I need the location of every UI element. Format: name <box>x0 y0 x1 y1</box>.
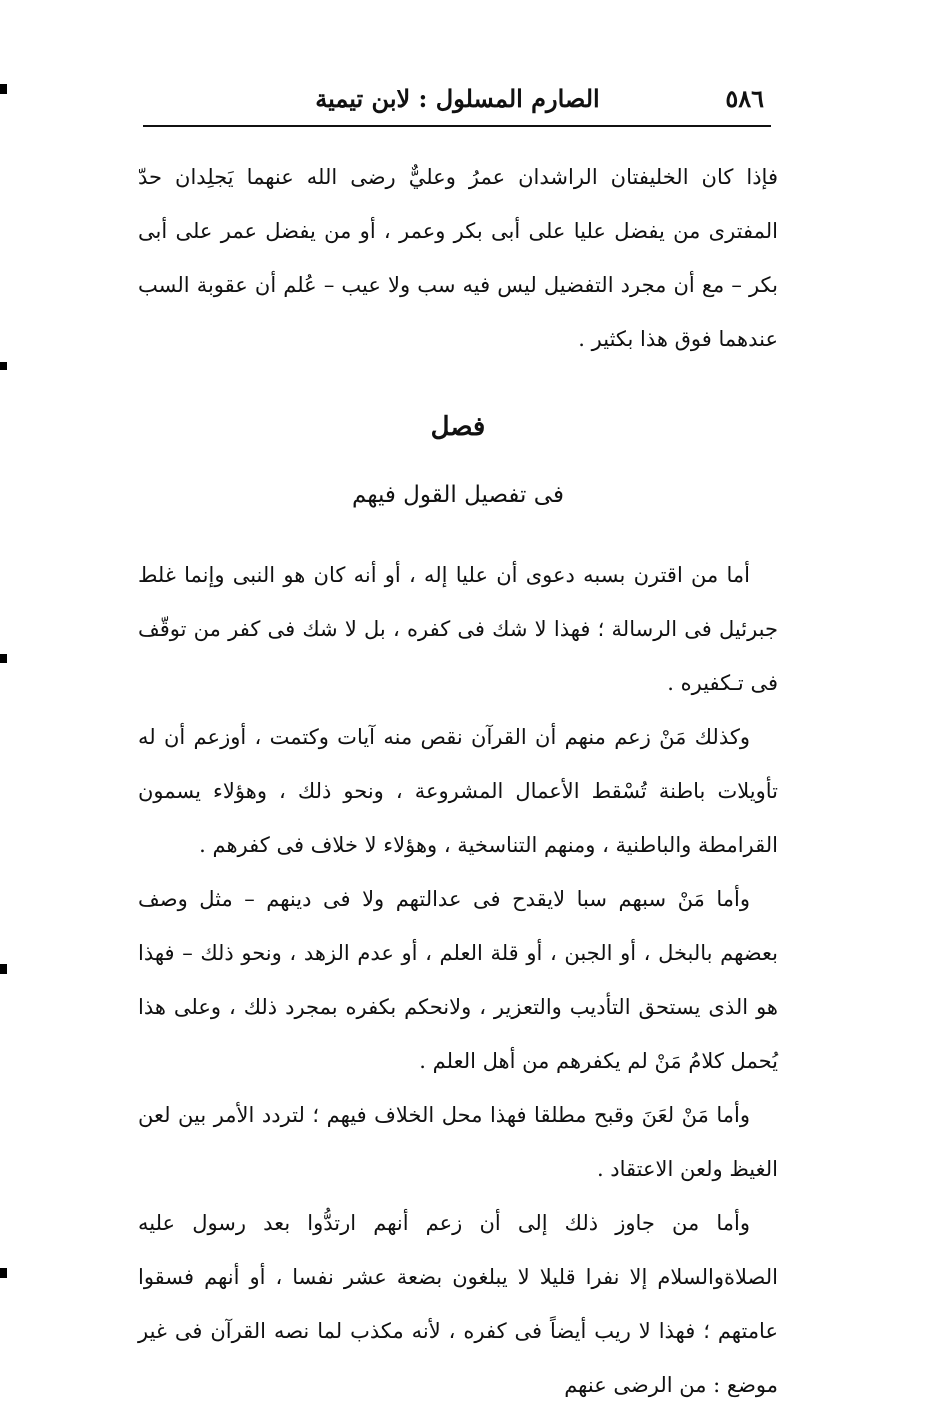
section-subheading: فى تفصيل القول فيهم <box>352 482 564 508</box>
scan-edge-mark <box>0 964 7 974</box>
scan-edge-mark <box>0 1268 7 1278</box>
paragraph: وأما مَنْ سبهم سبا لايقدح فى عدالتهم ولا فى دينهم – مثل وصف بعضهم بالبخل ، أو الجبن ، أو قلة العلم ، أو عدم الزهد ، ونحو ذلك – فهذا هو الذى يستحق التأديب والتعزير ، ولانحكم بكفره بمجرد ذلك ، وعلى هذا يُحمل كلامُ مَنْ لم يكفرهم من أهل العلم . <box>138 887 778 1073</box>
body-text-block <box>138 548 778 1412</box>
scan-edge-mark <box>0 362 7 370</box>
opening-text-block <box>138 150 778 366</box>
page-number: ٥٨٦ <box>725 84 764 113</box>
paragraph: وأما مَنْ لعَنَ وقبح مطلقا فهذا محل الخلاف فيهم ؛ لتردد الأمر بين لعن الغيظ ولعن الاعتقاد . <box>138 1103 778 1181</box>
section-heading: فصل <box>430 412 486 442</box>
paragraph: وأما من جاوز ذلك إلى أن زعم أنهم ارتدُّوا بعد رسول عليه الصلاةوالسلام إلا نفرا قليلا لا يبلغون بضعة عشر نفسا ، أو أنهم فسقوا عامتهم ؛ فهذا لا ريب أيضاً فى كفره ، لأنه مكذب لما نصه القرآن فى غير موضع : من الرضى عنهم <box>138 1211 778 1397</box>
scan-edge-mark <box>0 84 7 94</box>
paragraph: أما من اقترن بسبه دعوى أن عليا إله ، أو أنه كان هو النبى وإنما غلط جبرئيل فى الرسالة ؛ فهذا لا شك فى كفره ، بل لا شك فى كفر من توقّف فى تـكفيره . <box>138 563 778 695</box>
running-title: الصارم المسلول : لابن تيمية <box>315 84 600 113</box>
scan-edge-mark <box>0 654 7 663</box>
page-header <box>145 80 770 124</box>
paragraph: وكذلك مَنْ زعم منهم أن القرآن نقص منه آيات وكتمت ، أوزعم أن له تأويلات باطنة تُسْقط الأعمال المشروعة ، ونحو ذلك ، وهؤلاء يسمون القرامطة والباطنية ، ومنهم التناسخية ، وهؤلاء لا خلاف فى كفرهم . <box>138 725 778 857</box>
paragraph-continued: فإذا كان الخليفتان الراشدان عمرُ وعليٌّ رضى الله عنهما يَجلِدان حدّ المفترى من يفضل عليا على أبى بكر وعمر ، أو من يفضل عمر على أبى بكر – مع أن مجرد التفضيل ليس فيه سب ولا عيب – عُلم أن عقوبة السب عندهما فوق هذا بكثير . <box>138 165 778 351</box>
header-rule <box>143 125 771 127</box>
